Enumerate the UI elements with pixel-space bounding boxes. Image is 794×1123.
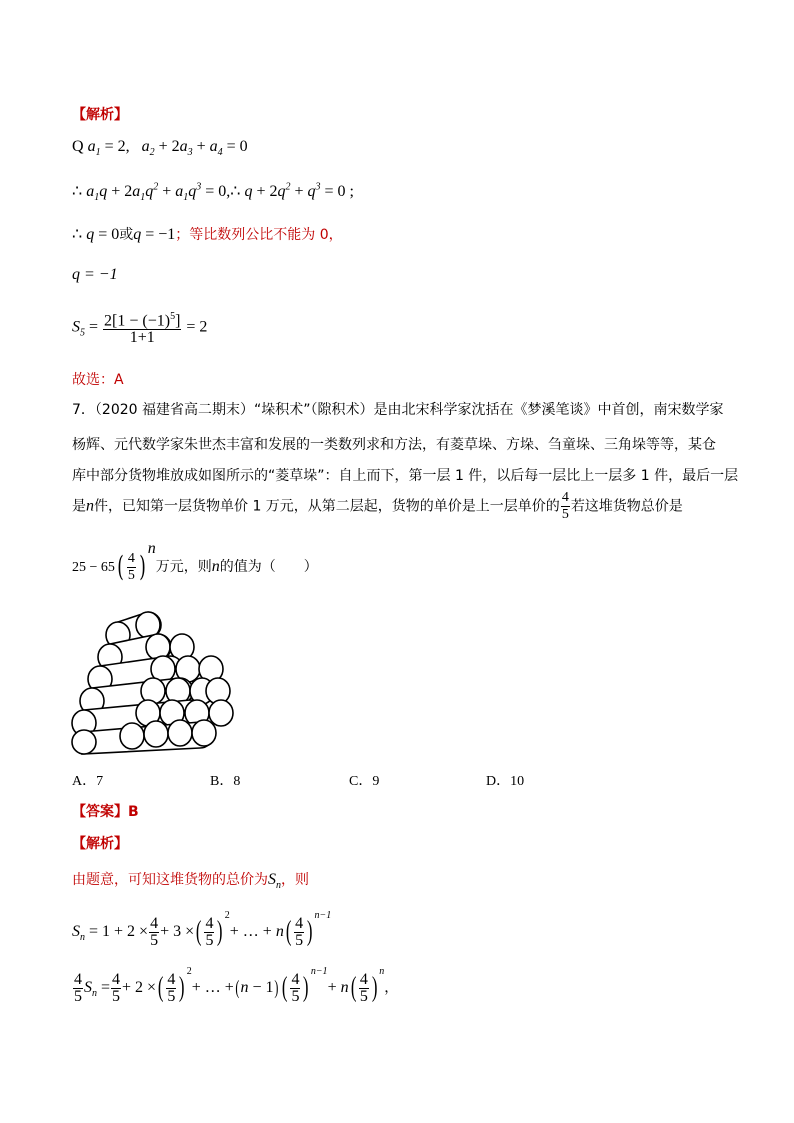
option-d: D．10 [486,774,525,789]
analysis-header: 【解析】 [72,107,128,123]
q-result: q = −1 [72,266,118,283]
q7-line-2: 杨辉、元代数学家朱世杰丰富和发展的一类数列求和方法，有菱草垛、方垛、刍童垛、三角垛等等，某仓 [72,437,716,453]
cylinder-stack-figure [70,608,235,756]
q7-line-5: 25 − 65( $\frac{4}{5}$ )$^n$万元，则n的值为（ ） [72,540,318,583]
s5-fraction: $\frac{2[1 - (-1)^5]}{1+1}$ [104,311,181,347]
therefore-line-1: ∴ $a_1q + 2a_1q^2 + a_1q^3$ = 0,∴ $q + 2q^2 + q^3 = 0$ ; [72,181,354,204]
given-conditions: Q $a_1 = 2$, $a_2 + 2a_3 + a_4 = 0$ [72,138,248,159]
ratio-fraction: $\frac{4}{5}$ [561,490,569,522]
option-c: C．9 [349,774,380,789]
ratio-note: ；等比数列公比不能为 0， [175,227,343,243]
analysis-header-2: 【解析】 [72,836,128,852]
s5-formula: $S_5$ = $\frac{2[1 - (-1)^5]}{1+1}$ = 2 [72,311,208,347]
q7-line-3: 库中部分货物堆放成如图所示的“菱草垛”：自上而下，第一层 1 件，以后每一层比上一层多 1 件，最后一层 [72,468,739,484]
q7-line-1: 7．（2020 福建省高二期末）“垛积术”（隙积术）是由北宋科学家沈括在《梦溪笔谈》中首创，南宋数学家 [72,402,724,418]
explain-line: 由题意，可知这堆货物的总价为$S_n$，则 [72,871,309,892]
option-b: B．8 [210,774,241,789]
answer: 【答案】B [72,804,139,820]
choice-label: 故选：A [72,372,124,388]
option-a: A．7 [72,774,104,789]
therefore-line-2: ∴ q = 0或q = −1；等比数列公比不能为 0， [72,226,343,243]
sn-shifted-formula: $\frac{4}{5}$ $S_n$ = $\frac{4}{5}$ + 2 ×( $\frac{4}{5}$ )$^2$+ … +(n − 1) ( $\frac{4}{5}$ )$^{n-1}$+ n( $\frac{4}{5}$ )$^n$， [74,966,399,1005]
sn-formula: $S_n = 1 + 2$ × $\frac{4}{5}$ + 3 ×( $\frac{4}{5}$ )$^2$+ … + n( $\frac{4}{5}$ )$^{n-1}$ [72,910,332,949]
q7-line-4: 是n件，已知第一层货物单价 1 万元，从第二层起，货物的单价是上一层单价的 $\frac{4}{5}$ 若这堆货物总价是 [72,490,683,522]
